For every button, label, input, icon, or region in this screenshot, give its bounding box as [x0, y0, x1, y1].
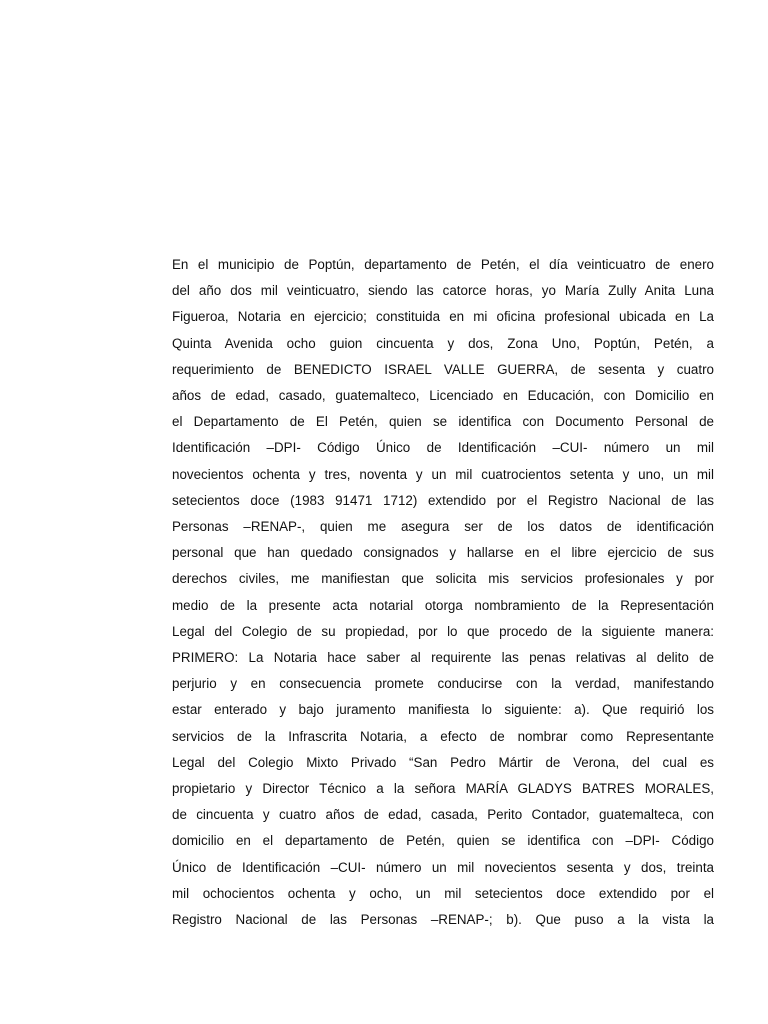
- text-line: del año dos mil veinticuatro, siendo las catorce horas, yo María Zully Anita Luna: [172, 283, 714, 299]
- text-line: mil ochocientos ochenta y ocho, un mil setecientos doce extendido por el: [172, 885, 714, 901]
- text-line: Legal del Colegio Mixto Privado “San Pedro Mártir de Verona, del cual es: [172, 754, 714, 770]
- text-line: de cincuenta y cuatro años de edad, casada, Perito Contador, guatemalteca, con: [172, 807, 714, 823]
- text-line: Legal del Colegio de su propiedad, por lo que procedo de la siguiente manera:: [172, 623, 714, 639]
- text-line: setecientos doce (1983 91471 1712) extendido por el Registro Nacional de las: [172, 492, 714, 508]
- text-line: el Departamento de El Petén, quien se identifica con Documento Personal de: [172, 414, 714, 430]
- text-line: Registro Nacional de las Personas –RENAP-; b). Que puso a la vista la: [172, 912, 714, 928]
- text-line: medio de la presente acta notarial otorga nombramiento de la Representación: [172, 597, 714, 613]
- text-line: Identificación –DPI- Código Único de Identificación –CUI- número un mil: [172, 440, 714, 456]
- text-line: perjurio y en consecuencia promete conducirse con la verdad, manifestando: [172, 676, 714, 692]
- text-line: novecientos ochenta y tres, noventa y un mil cuatrocientos setenta y uno, un mil: [172, 466, 714, 482]
- text-line: Quinta Avenida ocho guion cincuenta y dos, Zona Uno, Poptún, Petén, a: [172, 335, 714, 351]
- text-line: PRIMERO: La Notaria hace saber al requirente las penas relativas al delito de: [172, 650, 714, 666]
- text-line: En el municipio de Poptún, departamento de Petén, el día veinticuatro de enero: [172, 257, 714, 272]
- text-line: estar enterado y bajo juramento manifiesta lo siguiente: a). Que requirió los: [172, 702, 714, 718]
- text-line: servicios de la Infrascrita Notaria, a efecto de nombrar como Representante: [172, 728, 714, 744]
- text-line: propietario y Director Técnico a la señora MARÍA GLADYS BATRES MORALES,: [172, 781, 714, 797]
- notarial-act-body: [172, 252, 714, 933]
- text-line: Único de Identificación –CUI- número un mil novecientos sesenta y dos, treinta: [172, 859, 714, 875]
- text-line: Figueroa, Notaria en ejercicio; constituida en mi oficina profesional ubicada en La: [172, 309, 714, 325]
- text-line: requerimiento de BENEDICTO ISRAEL VALLE GUERRA, de sesenta y cuatro: [172, 361, 714, 377]
- text-line: personal que han quedado consignados y hallarse en el libre ejercicio de sus: [172, 545, 714, 561]
- text-line: domicilio en el departamento de Petén, quien se identifica con –DPI- Código: [172, 833, 714, 849]
- text-line: Personas –RENAP-, quien me asegura ser de los datos de identificación: [172, 519, 714, 535]
- text-line: años de edad, casado, guatemalteco, Licenciado en Educación, con Domicilio en: [172, 388, 714, 404]
- text-line: derechos civiles, me manifiestan que solicita mis servicios profesionales y por: [172, 571, 714, 587]
